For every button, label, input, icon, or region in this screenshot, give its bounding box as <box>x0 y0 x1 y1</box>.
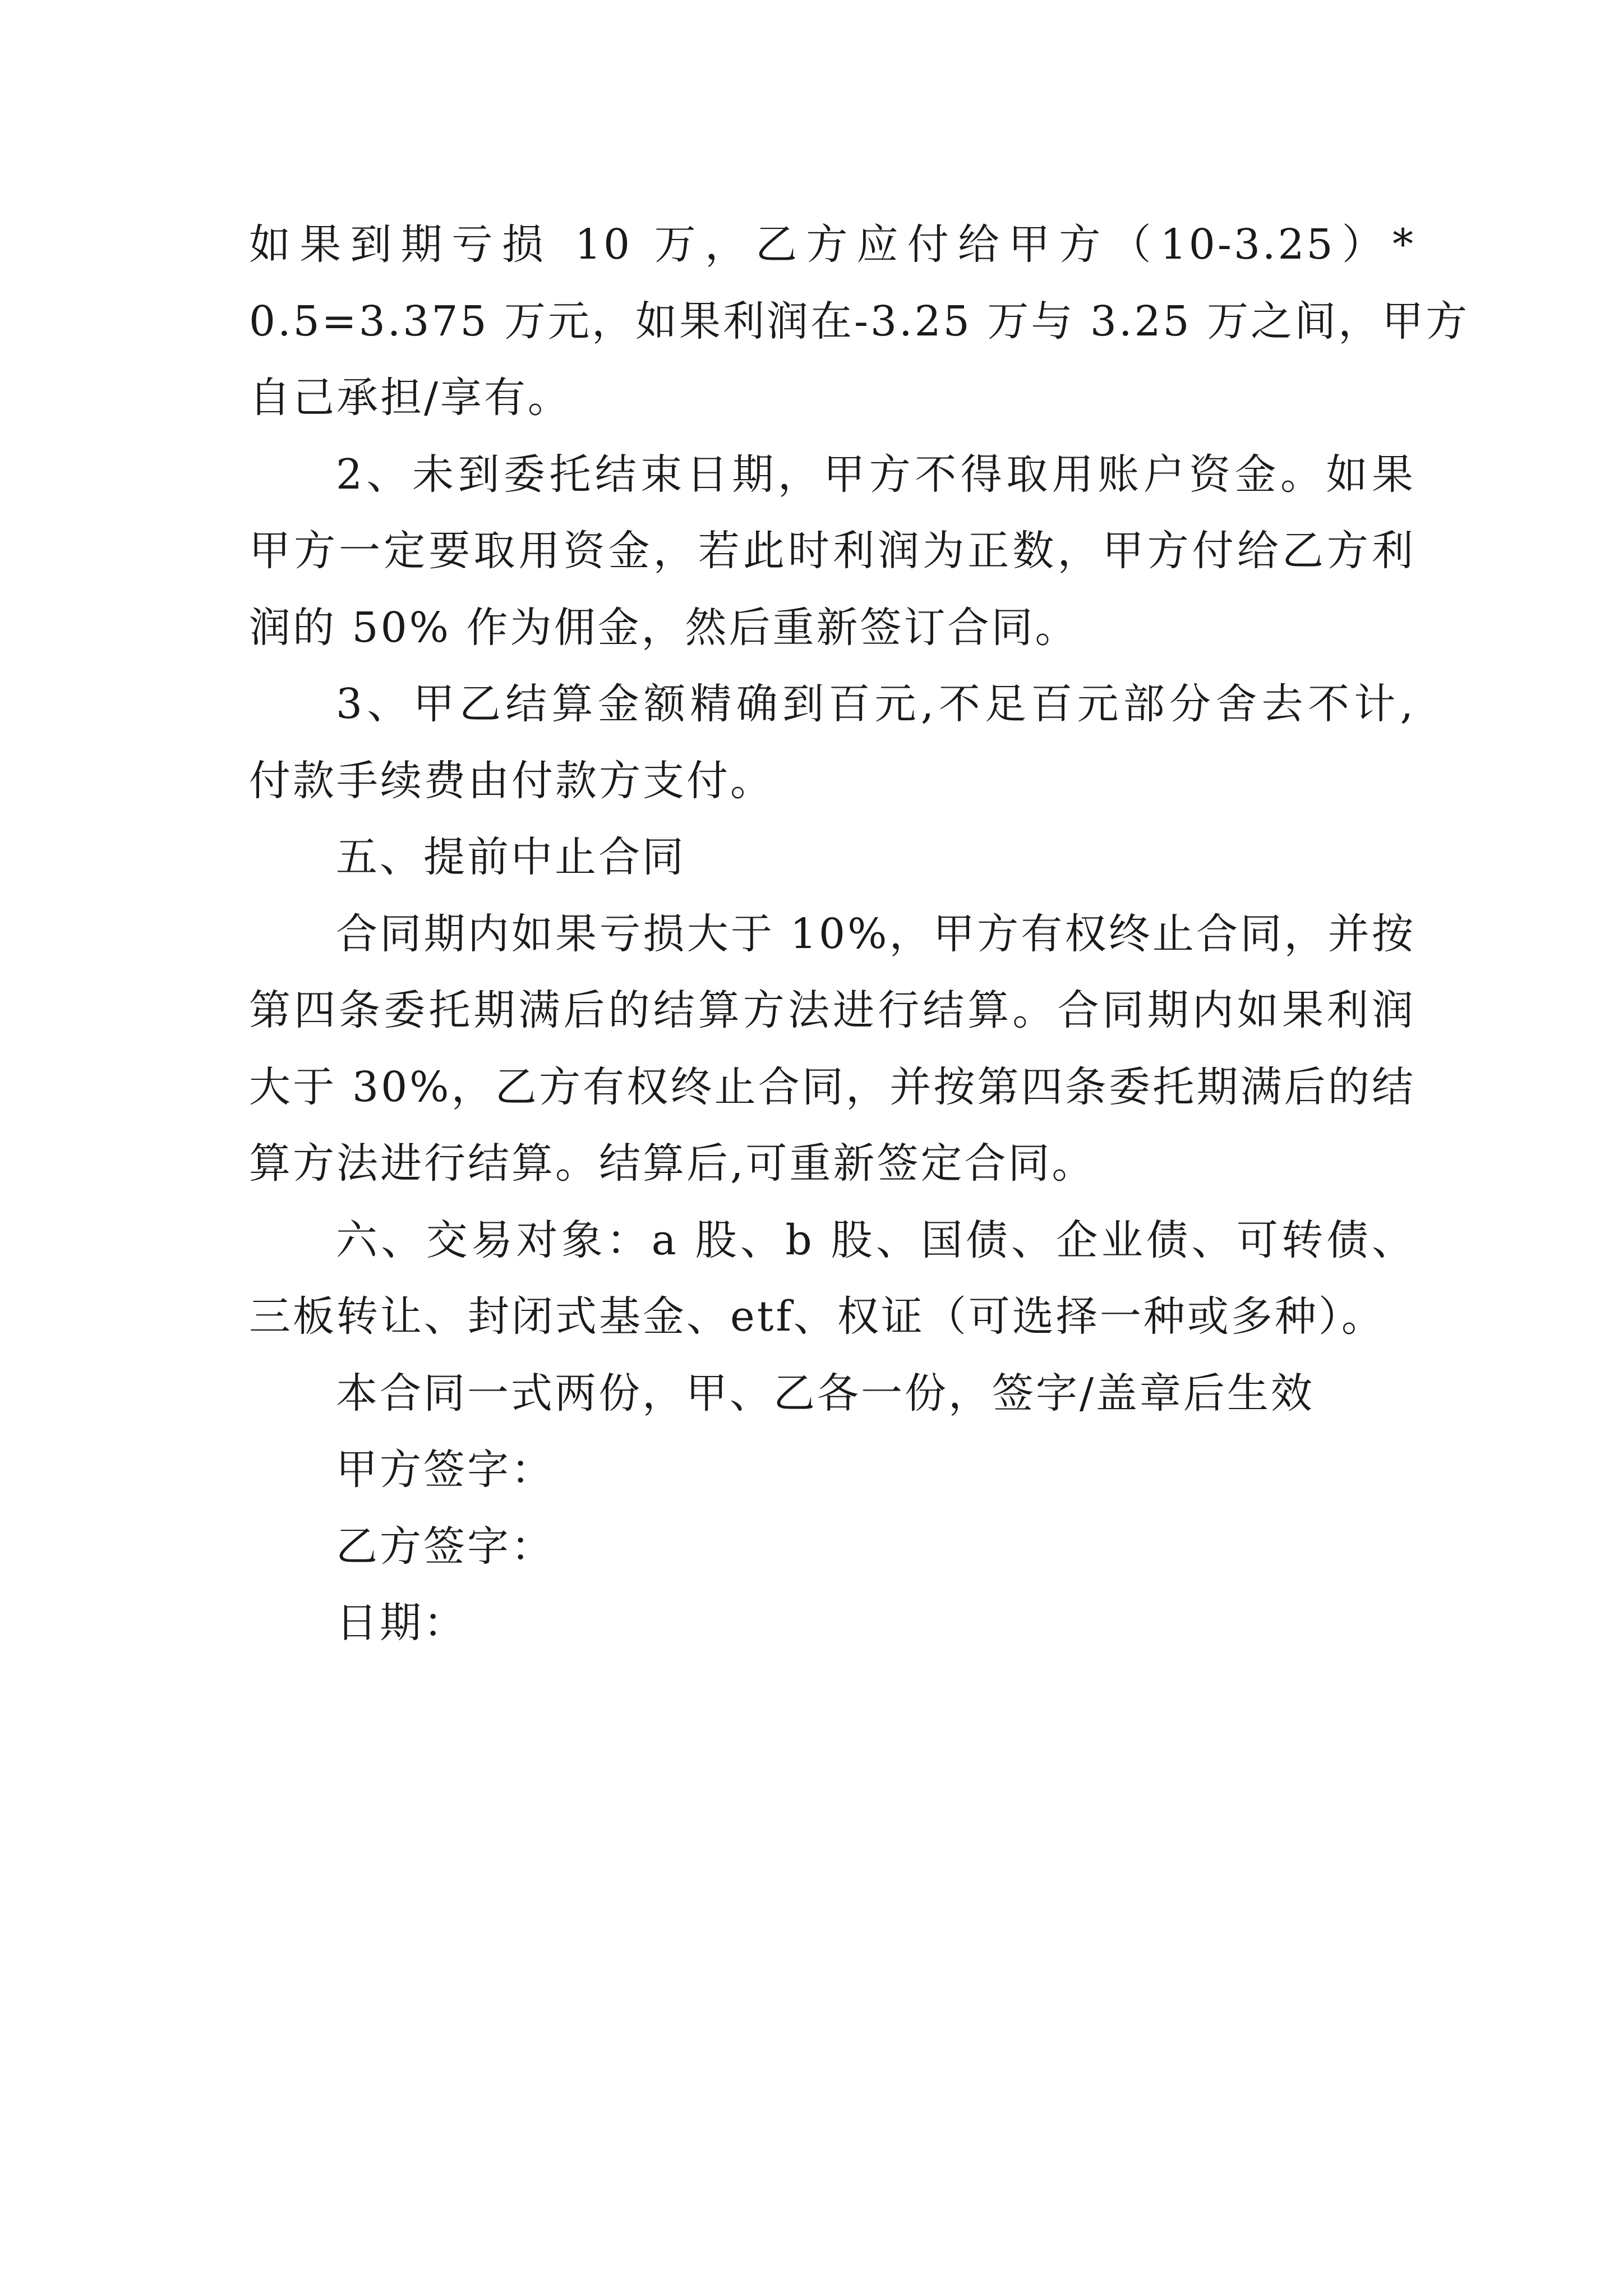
section-heading: 五、提前中止合同 <box>336 833 686 881</box>
contract-text <box>249 206 1470 1662</box>
closing-statement: 本合同一式两份，甲、乙各一份，签字/盖章后生效 <box>336 1369 1315 1418</box>
paragraph-start-line: 3、甲乙结算金额精确到百元,不足百元部分舍去不计, <box>336 680 1415 728</box>
text-line: 0.5=3.375 万元，如果利润在-3.25 万与 3.25 万之间，甲方 <box>249 297 1470 346</box>
text-line: 付款手续费由付款方支付。 <box>249 756 774 805</box>
party-b-signature-label: 乙方签字： <box>336 1522 555 1571</box>
text-line: 自己承担/享有。 <box>249 374 571 422</box>
text-line: 第四条委托期满后的结算方法进行结算。合同期内如果利润 <box>249 986 1415 1034</box>
text-line: 算方法进行结算。结算后,可重新签定合同。 <box>249 1139 1096 1188</box>
date-label: 日期： <box>336 1599 467 1647</box>
text-line: 润的 50% 作为佣金，然后重新签订合同。 <box>249 603 1079 652</box>
party-a-signature-label: 甲方签字： <box>336 1446 555 1494</box>
paragraph-start-line: 2、未到委托结束日期，甲方不得取用账户资金。如果 <box>336 450 1415 499</box>
text-line: 大于 30%，乙方有权终止合同，并按第四条委托期满后的结 <box>249 1062 1415 1111</box>
paragraph-start-line: 六、交易对象：a 股、b 股、国债、企业债、可转债、 <box>336 1216 1415 1264</box>
text-line: 甲方一定要取用资金，若此时利润为正数，甲方付给乙方利 <box>249 527 1415 575</box>
text-line: 三板转让、封闭式基金、etf、权证（可选择一种或多种）。 <box>249 1292 1385 1341</box>
text-line: 如果到期亏损 10 万，乙方应付给甲方（10-3.25）* <box>249 220 1415 269</box>
paragraph-start-line: 合同期内如果亏损大于 10%，甲方有权终止合同，并按 <box>336 909 1415 958</box>
